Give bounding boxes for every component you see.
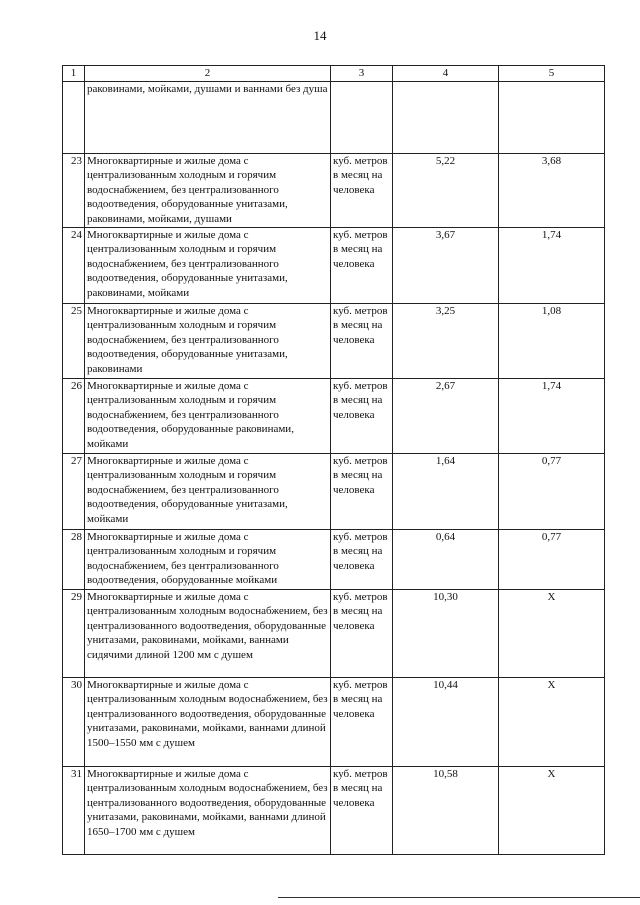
table-header-row xyxy=(63,66,605,82)
consumption-norms-table xyxy=(62,65,605,855)
row-number: 27 xyxy=(63,453,85,529)
row-value-col5: 0,77 xyxy=(499,529,605,589)
row-description: Многоквартирные и жилые дома с централизованным холодным и горячим водоснабжением, без централизованного водоотведения, оборудованные унитазами, мойками xyxy=(85,453,331,529)
row-number: 25 xyxy=(63,303,85,378)
table-row xyxy=(63,227,605,303)
row-unit: куб. метров в месяц на человека xyxy=(331,677,393,766)
row-value-col4: 10,30 xyxy=(393,589,499,677)
row-value-col4: 10,58 xyxy=(393,766,499,854)
row-unit: куб. метров в месяц на человека xyxy=(331,453,393,529)
row-unit: куб. метров в месяц на человека xyxy=(331,303,393,378)
row-description: Многоквартирные и жилые дома с централизованным холодным и горячим водоснабжением, без централизованного водоотведения, оборудованные мойками xyxy=(85,529,331,589)
column-header: 3 xyxy=(331,66,393,82)
table-row xyxy=(63,303,605,378)
row-number: 26 xyxy=(63,378,85,453)
row-value-col4: 3,67 xyxy=(393,227,499,303)
table-row xyxy=(63,153,605,227)
table-row xyxy=(63,677,605,766)
row-value-col4: 10,44 xyxy=(393,677,499,766)
row-unit: куб. метров в месяц на человека xyxy=(331,529,393,589)
row-unit: куб. метров в месяц на человека xyxy=(331,227,393,303)
row-value-col5: 1,74 xyxy=(499,227,605,303)
row-value-col5: 0,77 xyxy=(499,453,605,529)
row-unit: куб. метров в месяц на человека xyxy=(331,589,393,677)
row-unit: куб. метров в месяц на человека xyxy=(331,766,393,854)
row-number: 31 xyxy=(63,766,85,854)
row-value-col5: 1,08 xyxy=(499,303,605,378)
row-unit: куб. метров в месяц на человека xyxy=(331,378,393,453)
column-header: 4 xyxy=(393,66,499,82)
row-description: Многоквартирные и жилые дома с централизованным холодным водоснабжением, без централизованного водоотведения, оборудованные унитазами, раковинами, мойками, ваннами длиной 1650–1700 мм с душем xyxy=(85,766,331,854)
row-description: Многоквартирные и жилые дома с централизованным холодным и горячим водоснабжением, без централизованного водоотведения, оборудованные унитазами, раковинами xyxy=(85,303,331,378)
row-value-col5: 3,68 xyxy=(499,153,605,227)
table-row xyxy=(63,378,605,453)
row-value-col5: Х xyxy=(499,677,605,766)
row-number: 30 xyxy=(63,677,85,766)
row-description: Многоквартирные и жилые дома с централизованным холодным и горячим водоснабжением, без централизованного водоотведения, оборудованные унитазами, раковинами, мойками xyxy=(85,227,331,303)
row-value-col5: 1,74 xyxy=(499,378,605,453)
page-number: 14 xyxy=(313,28,327,43)
continuation-row xyxy=(63,81,605,153)
row-value-col4: 3,25 xyxy=(393,303,499,378)
row-value-col4: 1,64 xyxy=(393,453,499,529)
footer-rule xyxy=(278,897,640,898)
row-description: Многоквартирные и жилые дома с централизованным холодным водоснабжением, без централизованного водоотведения, оборудованные унитазами, раковинами, мойками, ваннами длиной 1500–1550 мм с душем xyxy=(85,677,331,766)
row-number: 23 xyxy=(63,153,85,227)
row-unit: куб. метров в месяц на человека xyxy=(331,153,393,227)
table-row xyxy=(63,589,605,677)
row-value-col5: Х xyxy=(499,766,605,854)
row-description: Многоквартирные и жилые дома с централизованным холодным и горячим водоснабжением, без централизованного водоотведения, оборудованные унитазами, раковинами, мойками, душами xyxy=(85,153,331,227)
column-header: 2 xyxy=(85,66,331,82)
row-description: Многоквартирные и жилые дома с централизованным холодным водоснабжением, без централизованного водоотведения, оборудованные унитазами, раковинами, мойками, ваннами сидячими длиной 1200 мм с душем xyxy=(85,589,331,677)
row-value-col5: Х xyxy=(499,589,605,677)
row-value-col4: 5,22 xyxy=(393,153,499,227)
column-header: 1 xyxy=(63,66,85,82)
row-description: Многоквартирные и жилые дома с централизованным холодным и горячим водоснабжением, без централизованного водоотведения, оборудованные раковинами, мойками xyxy=(85,378,331,453)
table-row xyxy=(63,529,605,589)
row-value-col4: 0,64 xyxy=(393,529,499,589)
row-number: 28 xyxy=(63,529,85,589)
table-row xyxy=(63,453,605,529)
row-number: 24 xyxy=(63,227,85,303)
table-row xyxy=(63,766,605,854)
column-header: 5 xyxy=(499,66,605,82)
row-value-col4: 2,67 xyxy=(393,378,499,453)
row-number: 29 xyxy=(63,589,85,677)
continuation-text: раковинами, мойками, душами и ваннами без душа xyxy=(85,81,331,153)
